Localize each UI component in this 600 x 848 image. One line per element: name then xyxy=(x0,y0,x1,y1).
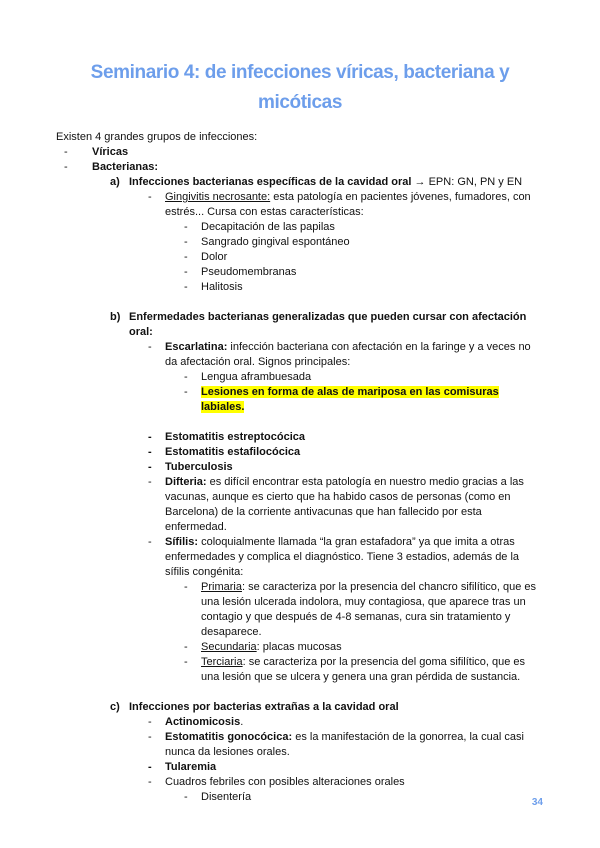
estreptococica-item xyxy=(56,430,544,445)
page-title xyxy=(60,58,540,118)
gonococica-label: Estomatitis gonocócica: xyxy=(165,731,293,743)
bullet-dash: - xyxy=(148,461,152,473)
section-b-marker: b) xyxy=(110,311,121,323)
lesiones-text-2: labiales. xyxy=(201,401,245,413)
bullet-dash: - xyxy=(184,371,188,383)
gingivitis-text-1: esta patología en pacientes jóvenes, fumadores, con xyxy=(270,191,531,203)
actinomicosis-label: Actinomicosis xyxy=(165,716,241,728)
disenteria-label: Disentería xyxy=(201,791,252,803)
gonococica-item xyxy=(56,730,544,745)
escarlatina-text-1: infección bacteriana con afectación en la faringe y a veces no xyxy=(227,341,531,353)
section-c-title: Infecciones por bacterias extrañas a la cavidad oral xyxy=(129,701,399,713)
bullet-dash: - xyxy=(184,236,188,248)
escarlatina-sign-highlighted xyxy=(56,385,544,400)
primaria-text-4: desaparece. xyxy=(201,626,262,638)
gingivitis-text-2: estrés... Cursa con estas características: xyxy=(165,206,364,218)
escarlatina-item xyxy=(56,340,544,355)
bullet-dash: - xyxy=(148,776,152,788)
bullet-dash: - xyxy=(148,536,152,548)
bullet-dash: - xyxy=(64,161,68,173)
sifilis-text-3: sífilis congénita: xyxy=(165,566,244,578)
cuadros-label: Cuadros febriles con posibles alteraciones orales xyxy=(165,776,405,788)
secundaria-text: : placas mucosas xyxy=(256,641,342,653)
estreptococica-label: Estomatitis estreptocócica xyxy=(165,431,305,443)
cuadros-item xyxy=(56,775,544,790)
secundaria-item xyxy=(56,640,544,655)
bullet-dash: - xyxy=(64,146,68,158)
gingivitis-feature-label: Halitosis xyxy=(201,281,243,293)
section-c-heading xyxy=(56,700,544,715)
secundaria-label: Secundaria xyxy=(201,641,257,653)
bullet-dash: - xyxy=(184,386,188,398)
sifilis-label: Sífilis: xyxy=(165,536,199,548)
sifilis-text-1: coloquialmente llamada “la gran estafadora” ya que imita a otras xyxy=(198,536,515,548)
bullet-dash: - xyxy=(184,281,188,293)
bullet-dash: - xyxy=(148,761,152,773)
gingivitis-feature-label: Pseudomembranas xyxy=(201,266,297,278)
bullet-dash: - xyxy=(184,656,188,668)
section-b-title-1: Enfermedades bacterianas generalizadas que pueden cursar con afectación xyxy=(129,311,527,323)
tuberculosis-label: Tuberculosis xyxy=(165,461,233,473)
gingivitis-label: Gingivitis necrosante: xyxy=(165,191,271,203)
bullet-dash: - xyxy=(148,731,152,743)
terciaria-item xyxy=(56,655,544,670)
gonococica-text-1: es la manifestación de la gonorrea, la cual casi xyxy=(292,731,524,743)
tularemia-item xyxy=(56,760,544,775)
gingivitis-feature xyxy=(56,250,544,265)
difteria-text-4: enfermedad. xyxy=(165,521,227,533)
gonococica-text-2: nunca da lesiones orales. xyxy=(165,746,290,758)
escarlatina-text-2: da afectación oral. Signos principales: xyxy=(165,356,351,368)
terciaria-text-1: : se caracteriza por la presencia del goma sifilítico, que es xyxy=(242,656,526,668)
bullet-dash: - xyxy=(184,581,188,593)
group-viricas xyxy=(56,145,544,160)
escarlatina-label: Escarlatina: xyxy=(165,341,228,353)
gingivitis-feature xyxy=(56,220,544,235)
disenteria-item xyxy=(56,790,544,805)
title-line-2: micóticas xyxy=(257,92,343,113)
document-body xyxy=(56,130,544,805)
bullet-dash: - xyxy=(184,641,188,653)
page-number: 34 xyxy=(531,797,543,808)
sifilis-text-2: enfermedades y complica el diagnóstico. Tiene 3 estadios, además de la xyxy=(165,551,520,563)
bullet-dash: - xyxy=(184,251,188,263)
section-b-heading xyxy=(56,310,544,325)
difteria-item xyxy=(56,475,544,490)
gingivitis-feature-label: Decapitación de las papilas xyxy=(201,221,335,233)
bullet-dash: - xyxy=(148,431,152,443)
bullet-dash: - xyxy=(148,476,152,488)
difteria-label: Difteria: xyxy=(165,476,207,488)
section-a-suffix: → EPN: GN, PN y EN xyxy=(411,176,523,188)
terciaria-text-2: una lesión que se ulcera y genera una gran pérdida de sustancia. xyxy=(201,671,521,683)
section-a-title: Infecciones bacterianas específicas de la cavidad oral xyxy=(129,176,412,188)
difteria-text-1: es difícil encontrar esta patología en nuestro medio gracias a las xyxy=(206,476,524,488)
section-c-marker: c) xyxy=(110,701,120,713)
group-bacterianas-label: Bacterianas: xyxy=(92,161,159,173)
gingivitis-item xyxy=(56,190,544,205)
escarlatina-sign xyxy=(56,370,544,385)
gingivitis-feature xyxy=(56,265,544,280)
lesiones-line-2 xyxy=(56,400,544,415)
difteria-text-3: Barcelona) de la corriente antivacunas que han fallecido por esta xyxy=(165,506,482,518)
bullet-dash: - xyxy=(148,191,152,203)
bullet-dash: - xyxy=(184,791,188,803)
primaria-text-2: una lesión ulcerada indolora, muy contagiosa, que aparece tras un xyxy=(201,596,526,608)
gingivitis-feature xyxy=(56,235,544,250)
primaria-text-1: : se caracteriza por la presencia del chancro sifilítico, que es xyxy=(241,581,537,593)
sifilis-item xyxy=(56,535,544,550)
bullet-dash: - xyxy=(184,221,188,233)
title-line-1: Seminario 4: de infecciones víricas, bacteriana y xyxy=(90,62,510,83)
actinomicosis-dot: . xyxy=(240,716,244,728)
primaria-label: Primaria xyxy=(201,581,242,593)
terciaria-label: Terciaria xyxy=(201,656,243,668)
group-viricas-label: Víricas xyxy=(92,146,129,158)
bullet-dash: - xyxy=(148,446,152,458)
bullet-dash: - xyxy=(148,341,152,353)
lesiones-text-1: Lesiones en forma de alas de mariposa en las comisuras xyxy=(201,386,499,398)
group-bacterianas xyxy=(56,160,544,175)
primaria-item xyxy=(56,580,544,595)
estafilococica-label: Estomatitis estafilocócica xyxy=(165,446,301,458)
gingivitis-feature xyxy=(56,280,544,295)
tularemia-label: Tularemia xyxy=(165,761,217,773)
section-a-marker: a) xyxy=(110,176,120,188)
difteria-text-2: vacunas, aunque es cierto que ha habido casos de personas (como en xyxy=(165,491,511,503)
bullet-dash: - xyxy=(148,716,152,728)
actinomicosis-item xyxy=(56,715,544,730)
section-a-heading xyxy=(56,175,544,190)
lengua-text: Lengua aframbuesada xyxy=(201,371,312,383)
gingivitis-feature-label: Sangrado gingival espontáneo xyxy=(201,236,350,248)
primaria-text-3: contagio y que después de 4-8 semanas, cura sin tratamiento y xyxy=(201,611,511,623)
section-b-title-2: oral: xyxy=(129,326,153,338)
bullet-dash: - xyxy=(184,266,188,278)
gingivitis-feature-label: Dolor xyxy=(201,251,228,263)
intro-text: Existen 4 grandes grupos de infecciones: xyxy=(56,131,258,143)
tuberculosis-item xyxy=(56,460,544,475)
estafilococica-item xyxy=(56,445,544,460)
